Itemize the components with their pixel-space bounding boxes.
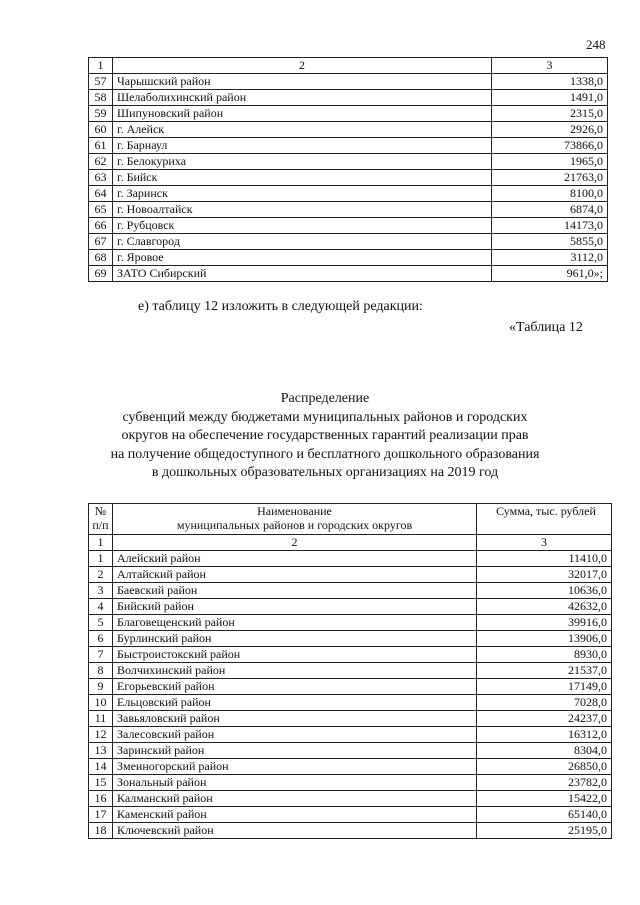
- table-row: [89, 583, 612, 599]
- row-name: Алейский район: [113, 551, 477, 567]
- numbering-col-1: 1: [89, 535, 113, 551]
- row-name: Баевский район: [113, 583, 477, 599]
- row-sum: 1491,0: [492, 90, 608, 106]
- row-number: 63: [89, 170, 113, 186]
- row-sum: 8930,0: [477, 647, 612, 663]
- row-number: 65: [89, 202, 113, 218]
- table-header-row: [89, 58, 608, 74]
- table-row: [89, 186, 608, 202]
- table-row: [89, 695, 612, 711]
- row-number: 58: [89, 90, 113, 106]
- row-number: 59: [89, 106, 113, 122]
- row-name: Алтайский район: [113, 567, 477, 583]
- row-number: 9: [89, 679, 113, 695]
- table-row: [89, 250, 608, 266]
- header-number-line1: №: [94, 504, 107, 518]
- row-number: 14: [89, 759, 113, 775]
- row-sum: 8304,0: [477, 743, 612, 759]
- row-sum: 8100,0: [492, 186, 608, 202]
- row-number: 62: [89, 154, 113, 170]
- row-name: г. Заринск: [113, 186, 492, 202]
- row-sum: 17149,0: [477, 679, 612, 695]
- row-name: г. Барнаул: [113, 138, 492, 154]
- table-row: [89, 74, 608, 90]
- row-name: г. Новоалтайск: [113, 202, 492, 218]
- row-sum: 25195,0: [477, 823, 612, 839]
- row-name: Бийский район: [113, 599, 477, 615]
- numbering-col-3: 3: [477, 535, 612, 551]
- header-name-line1: Наименование: [257, 504, 332, 518]
- table-row: [89, 775, 612, 791]
- row-number: 2: [89, 567, 113, 583]
- row-sum: 32017,0: [477, 567, 612, 583]
- table-row: [89, 647, 612, 663]
- row-number: 13: [89, 743, 113, 759]
- row-sum: 21763,0: [492, 170, 608, 186]
- heading-line: на получение общедоступного и бесплатного дошкольного образования: [110, 446, 540, 462]
- table-row: [89, 138, 608, 154]
- row-sum: 7028,0: [477, 695, 612, 711]
- table-row: [89, 202, 608, 218]
- row-number: 3: [89, 583, 113, 599]
- row-name: г. Рубцовск: [113, 218, 492, 234]
- row-number: 7: [89, 647, 113, 663]
- row-name: г. Яровое: [113, 250, 492, 266]
- row-name: Шелаболихинский район: [113, 90, 492, 106]
- row-name: г. Белокуриха: [113, 154, 492, 170]
- table-row: [89, 807, 612, 823]
- row-sum: 13906,0: [477, 631, 612, 647]
- row-number: 61: [89, 138, 113, 154]
- table-caption: «Таблица 12: [509, 320, 583, 335]
- row-sum: 6874,0: [492, 202, 608, 218]
- header-number-line2: п/п: [92, 518, 109, 532]
- table-row: [89, 90, 608, 106]
- row-number: 5: [89, 615, 113, 631]
- row-number: 15: [89, 775, 113, 791]
- table-row: [89, 791, 612, 807]
- row-name: Залесовский район: [113, 727, 477, 743]
- table-row: [89, 615, 612, 631]
- heading-line: Распределение: [280, 391, 370, 406]
- row-sum: 42632,0: [477, 599, 612, 615]
- row-sum: 26850,0: [477, 759, 612, 775]
- row-name: Калманский район: [113, 791, 477, 807]
- row-name: г. Славгород: [113, 234, 492, 250]
- row-number: 18: [89, 823, 113, 839]
- table-row: [89, 218, 608, 234]
- row-name: Шипуновский район: [113, 106, 492, 122]
- table-row: [89, 663, 612, 679]
- table-row: [89, 727, 612, 743]
- row-number: 69: [89, 266, 113, 282]
- row-name: Ключевский район: [113, 823, 477, 839]
- heading-line: в дошкольных образовательных организациях на 2019 год: [151, 465, 499, 480]
- page-number: 248: [586, 37, 606, 52]
- row-number: 64: [89, 186, 113, 202]
- row-name: Чарышский район: [113, 74, 492, 90]
- row-number: 66: [89, 218, 113, 234]
- table-row: [89, 711, 612, 727]
- subvention-table: [88, 503, 612, 839]
- row-name: Быстроистокский район: [113, 647, 477, 663]
- row-name: г. Бийск: [113, 170, 492, 186]
- table-row: [89, 234, 608, 250]
- table-row: [89, 631, 612, 647]
- header-number: [89, 504, 113, 535]
- table-row: [89, 759, 612, 775]
- row-number: 6: [89, 631, 113, 647]
- heading-line: округов на обеспечение государственных гарантий реализации прав: [121, 428, 529, 443]
- row-sum: 1338,0: [492, 74, 608, 90]
- row-sum: 3112,0: [492, 250, 608, 266]
- row-number: 67: [89, 234, 113, 250]
- table-row: [89, 599, 612, 615]
- table-row: [89, 170, 608, 186]
- numbering-col-2: 2: [113, 535, 477, 551]
- row-number: 16: [89, 791, 113, 807]
- table-row: [89, 154, 608, 170]
- row-sum: 23782,0: [477, 775, 612, 791]
- table-row: [89, 551, 612, 567]
- row-sum: 21537,0: [477, 663, 612, 679]
- row-number: 11: [89, 711, 113, 727]
- row-name: Каменский район: [113, 807, 477, 823]
- row-sum: 16312,0: [477, 727, 612, 743]
- row-name: Зональный район: [113, 775, 477, 791]
- header-col-2: 2: [113, 58, 492, 74]
- table-heading: [80, 390, 570, 483]
- table-row: [89, 266, 608, 282]
- row-number: 1: [89, 551, 113, 567]
- row-sum: 5855,0: [492, 234, 608, 250]
- continued-table: [88, 57, 608, 282]
- row-number: 60: [89, 122, 113, 138]
- row-name: Змеиногорский район: [113, 759, 477, 775]
- row-name: Ельцовский район: [113, 695, 477, 711]
- row-sum: 39916,0: [477, 615, 612, 631]
- row-name: ЗАТО Сибирский: [113, 266, 492, 282]
- row-sum: 65140,0: [477, 807, 612, 823]
- row-number: 68: [89, 250, 113, 266]
- row-number: 57: [89, 74, 113, 90]
- row-number: 12: [89, 727, 113, 743]
- table-row: [89, 122, 608, 138]
- row-sum: 11410,0: [477, 551, 612, 567]
- table-row: [89, 679, 612, 695]
- amendment-text: е) таблицу 12 изложить в следующей редакции:: [138, 299, 423, 314]
- row-name: Волчихинский район: [113, 663, 477, 679]
- header-col-3: 3: [492, 58, 608, 74]
- row-name: Бурлинский район: [113, 631, 477, 647]
- header-name: [113, 504, 477, 535]
- row-sum: 24237,0: [477, 711, 612, 727]
- row-sum: 14173,0: [492, 218, 608, 234]
- table-row: [89, 823, 612, 839]
- row-name: Заринский район: [113, 743, 477, 759]
- row-number: 8: [89, 663, 113, 679]
- table-row: [89, 743, 612, 759]
- row-name: Благовещенский район: [113, 615, 477, 631]
- row-sum: 15422,0: [477, 791, 612, 807]
- row-number: 17: [89, 807, 113, 823]
- row-number: 4: [89, 599, 113, 615]
- table-header-row: [89, 504, 612, 535]
- header-col-1: 1: [89, 58, 113, 74]
- row-sum: 2315,0: [492, 106, 608, 122]
- row-sum: 2926,0: [492, 122, 608, 138]
- table-row: [89, 567, 612, 583]
- row-sum: 1965,0: [492, 154, 608, 170]
- numbering-row: [89, 535, 612, 551]
- row-sum: 10636,0: [477, 583, 612, 599]
- row-name: Завьяловский район: [113, 711, 477, 727]
- header-name-line2: муниципальных районов и городских округов: [176, 518, 413, 532]
- row-name: Егорьевский район: [113, 679, 477, 695]
- heading-line: субвенций между бюджетами муниципальных районов и городских: [122, 409, 528, 425]
- header-sum: Сумма, тыс. рублей: [477, 504, 612, 535]
- row-name: г. Алейск: [113, 122, 492, 138]
- row-sum: 73866,0: [492, 138, 608, 154]
- row-number: 10: [89, 695, 113, 711]
- table-row: [89, 106, 608, 122]
- row-sum: 961,0»;: [492, 266, 608, 282]
